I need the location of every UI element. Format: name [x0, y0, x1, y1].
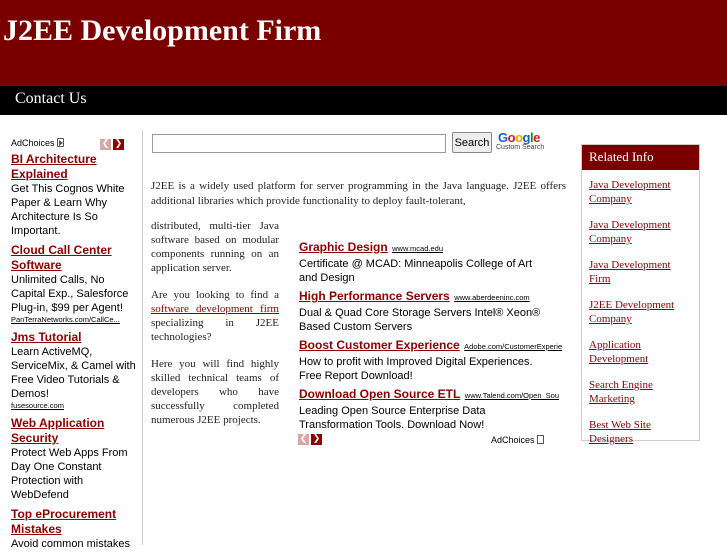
center-ad-nav-arrows	[298, 434, 322, 452]
center-ad-url[interactable]: www.mcad.edu	[392, 244, 443, 253]
software-development-firm-link[interactable]: software development firm	[151, 303, 279, 315]
center-adchoices-label[interactable]	[491, 435, 544, 445]
article-text: Are you looking to find a	[151, 289, 279, 301]
center-ad	[299, 239, 547, 285]
related-info-box	[581, 144, 700, 445]
adchoices-icon	[57, 138, 64, 147]
sidebar-ad-desc: Get This Cognos White Paper & Learn Why Architecture Is So Important.	[11, 183, 125, 237]
related-link[interactable]: Java Development Firm	[589, 259, 671, 285]
center-ad	[299, 288, 547, 334]
sidebar-ads	[0, 130, 143, 550]
center-ad	[299, 386, 560, 432]
sidebar-ad-desc: Avoid common mistakes	[11, 538, 131, 550]
sidebar-ad	[11, 507, 139, 551]
related-link[interactable]: Application Development	[589, 339, 649, 365]
sidebar-ad-desc: Learn ActiveMQ, ServiceMix, & Camel with Free Video Tutorials & Demos!	[11, 346, 136, 400]
next-arrow-icon[interactable]: ❯	[312, 434, 321, 444]
sidebar-ad-url[interactable]: fusesource.com	[11, 401, 64, 410]
article-paragraph	[151, 288, 279, 344]
related-link[interactable]: Best Web Site Designers	[589, 419, 651, 445]
adchoices-label[interactable]	[11, 138, 64, 148]
sidebar-ad-title[interactable]: Cloud Call Center Software	[11, 243, 112, 272]
center-ad-title[interactable]: High Performance Servers	[299, 289, 450, 303]
nav-contact-link[interactable]: Contact Us	[15, 90, 87, 107]
center-ad-url[interactable]: www.aberdeeninc.com	[454, 293, 530, 302]
center-ad-block	[299, 239, 563, 435]
center-ad-desc: Dual & Quad Core Storage Servers Intel® Xeon® Based Custom Servers	[299, 307, 541, 333]
center-ad-desc: Certificate @ MCAD: Minneapolis College of Art and Design	[299, 258, 533, 284]
search-button[interactable]: Search	[452, 132, 492, 153]
sidebar-ad	[11, 243, 139, 325]
center-ad	[299, 337, 563, 383]
search-input[interactable]	[152, 134, 446, 153]
sidebar-ad-desc: Protect Web Apps From Day One Constant Protection with WebDefend	[11, 447, 128, 501]
article-text: specializing in J2EE technologies?	[151, 317, 279, 343]
center-ad-title[interactable]: Boost Customer Experience	[299, 338, 460, 352]
sidebar-ad-list	[11, 152, 139, 556]
article-paragraph: Here you will find highly skilled technical teams of developers who have successfully completed numerous J2EE projects.	[151, 358, 279, 426]
prev-arrow-icon[interactable]: ❮	[299, 434, 308, 444]
site-title: J2EE Development Firm	[3, 14, 322, 47]
related-links	[582, 170, 699, 446]
related-link[interactable]: J2EE Development Company	[589, 299, 675, 325]
sidebar-ad-url[interactable]: PanTerraNetworks.com/CallCe...	[11, 315, 120, 324]
center-ad-desc: Leading Open Source Enterprise Data Transformation Tools. Download Now!	[299, 405, 486, 431]
sidebar-ad-title[interactable]: Jms Tutorial	[11, 330, 82, 344]
sidebar-ad-title[interactable]: Web Application Security	[11, 416, 105, 445]
sidebar-ad-desc: Unlimited Calls, No Capital Exp., Salesforce Plug-in, $99 per Agent!	[11, 274, 129, 314]
related-link[interactable]: Java Development Company	[589, 179, 671, 205]
nav-bar	[0, 86, 727, 115]
center-ad-url[interactable]: www.Talend.com/Open_Sou	[464, 391, 560, 400]
article-paragraph: distributed, multi-tier Java software based on modular components running on an application server.	[151, 220, 279, 274]
sidebar-ad-title[interactable]: Top eProcurement Mistakes	[11, 507, 117, 536]
adchoices-text: AdChoices	[11, 138, 55, 148]
custom-search-label: Custom Search	[496, 144, 545, 151]
sidebar-ad	[11, 416, 139, 502]
sidebar-ad	[11, 330, 139, 411]
next-arrow-icon[interactable]: ❯	[114, 139, 123, 149]
intro-paragraph: J2EE is a widely used platform for server programming in the Java language. J2EE offers additional libraries which provide functionality to deploy fault-tolerant,	[151, 180, 566, 207]
sidebar-ad	[11, 152, 139, 238]
prev-arrow-icon[interactable]: ❮	[101, 139, 110, 149]
related-link[interactable]: Search Engine Marketing	[589, 379, 653, 405]
center-ad-url[interactable]: Adobe.com/CustomerExperie	[464, 342, 563, 351]
center-ad-title[interactable]: Download Open Source ETL	[299, 387, 461, 401]
article-column	[151, 219, 279, 440]
related-link[interactable]: Java Development Company	[589, 219, 671, 245]
adchoices-icon	[537, 435, 544, 444]
google-logo: Google	[498, 130, 540, 145]
adchoices-text: AdChoices	[491, 435, 535, 445]
site-header	[0, 0, 727, 86]
sidebar-ad-title[interactable]: BI Architecture Explained	[11, 152, 97, 181]
center-ad-title[interactable]: Graphic Design	[299, 240, 388, 254]
center-ad-desc: How to profit with Improved Digital Experiences. Free Report Download!	[299, 356, 533, 382]
related-info-heading: Related Info	[582, 145, 699, 170]
